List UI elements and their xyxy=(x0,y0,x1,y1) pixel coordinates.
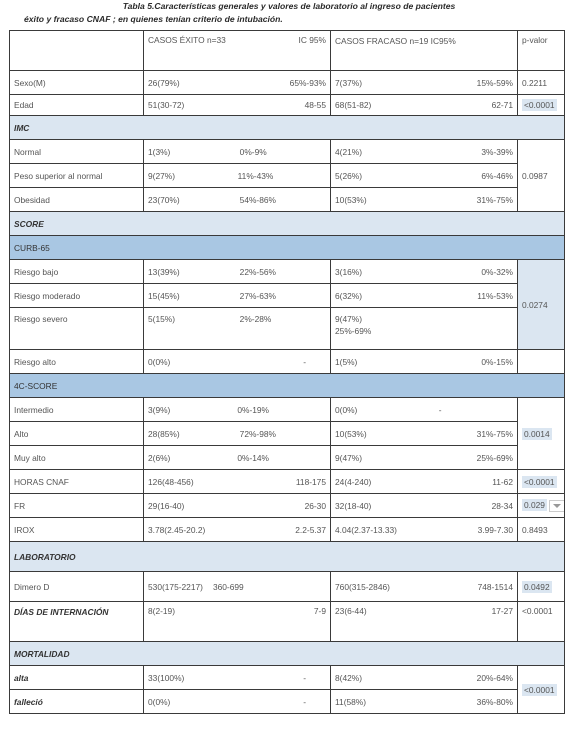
exito-ic: 118-175 xyxy=(295,476,326,487)
fracaso-value: 4(21%) xyxy=(335,146,362,157)
p-value: 0.8493 xyxy=(518,518,565,542)
table-row xyxy=(10,398,565,422)
table-row xyxy=(10,690,565,714)
section-title: IMC xyxy=(10,116,565,140)
table-row xyxy=(10,602,565,642)
row-label: FR xyxy=(10,494,144,518)
fracaso-value: 11(58%) xyxy=(335,696,367,707)
exito-value: 3.78(2.45-20.2) xyxy=(148,524,206,535)
fracaso-ic: 15%-59% xyxy=(476,77,513,88)
exito-value: 8(2-19) xyxy=(148,606,175,616)
row-label: falleció xyxy=(10,690,144,714)
subsection-title: CURB-65 xyxy=(10,236,565,260)
exito-ic: - xyxy=(303,672,306,683)
exito-ic: - xyxy=(303,696,306,707)
fracaso-ic: 36%-80% xyxy=(476,696,513,707)
exito-ic: 11%-43% xyxy=(237,170,274,181)
p-value: <0.0001 xyxy=(524,476,555,487)
results-table xyxy=(9,30,565,714)
exito-value: 15(45%) xyxy=(148,290,180,301)
header-fracaso: CASOS FRACASO n=19 IC95% xyxy=(331,31,518,71)
fracaso-value: 32(18-40) xyxy=(335,500,372,511)
dropdown-arrow-icon[interactable] xyxy=(549,500,565,512)
exito-ic: 65%-93% xyxy=(289,77,326,88)
exito-ic: 26-30 xyxy=(304,500,326,511)
row-label: Alto xyxy=(10,422,144,446)
section-row-score xyxy=(10,212,565,236)
section-title: SCORE xyxy=(10,212,565,236)
exito-ic: 2%-28% xyxy=(239,314,272,324)
row-label: Sexo(M) xyxy=(10,71,144,95)
row-label: Riesgo moderado xyxy=(10,284,144,308)
row-label: Riesgo bajo xyxy=(10,260,144,284)
exito-ic: 48-55 xyxy=(304,100,326,110)
exito-ic: 360-699 xyxy=(212,581,244,592)
exito-value: 13(39%) xyxy=(148,266,180,277)
header-exito xyxy=(144,31,331,71)
fracaso-ic: - xyxy=(438,404,442,415)
fracaso-value: 9(47%) xyxy=(335,452,362,463)
fracaso-ic: 11-62 xyxy=(492,476,513,487)
section-row-laboratorio xyxy=(10,542,565,572)
fracaso-ic: 0%-15% xyxy=(481,356,513,367)
row-label: Obesidad xyxy=(10,188,144,212)
row-label: alta xyxy=(10,666,144,690)
exito-ic: 54%-86% xyxy=(239,194,276,205)
row-label: Muy alto xyxy=(10,446,144,470)
fracaso-ic: 25%-69% xyxy=(476,452,513,463)
exito-value: 33(100%) xyxy=(148,672,185,683)
table-row xyxy=(10,350,565,374)
fracaso-value: 5(26%) xyxy=(335,170,362,181)
exito-ic: 0%-14% xyxy=(237,452,269,463)
fracaso-ic: 6%-46% xyxy=(481,170,513,181)
p-value: 0.029 xyxy=(524,500,545,511)
exito-value: 530(175-2217) xyxy=(148,581,203,592)
fracaso-value: 23(6-44) xyxy=(335,606,367,616)
exito-ic: 27%-63% xyxy=(239,290,276,301)
row-label: DÍAS DE INTERNACIÓN xyxy=(10,602,144,642)
fracaso-ic: 62-71 xyxy=(491,100,513,110)
fracaso-value: 7(37%) xyxy=(335,77,362,88)
table-row xyxy=(10,284,565,308)
fracaso-ic: 20%-64% xyxy=(476,672,513,683)
fracaso-value: 4.04(2.37-13.33) xyxy=(335,524,397,535)
table-row xyxy=(10,422,565,446)
p-value-empty xyxy=(518,350,565,374)
caption-line-2: éxito y fracaso CNAF ; en quienes tenían criterio de intubación. xyxy=(24,14,283,24)
fracaso-value: 10(53%) xyxy=(335,194,367,205)
fracaso-value: 24(4-240) xyxy=(335,476,372,487)
p-value: 0.0492 xyxy=(524,581,550,592)
table-row xyxy=(10,470,565,494)
exito-value: 51(30-72) xyxy=(148,100,185,110)
fracaso-value: 10(53%) xyxy=(335,428,367,439)
exito-ic: - xyxy=(303,356,306,367)
exito-ic: 2.2-5.37 xyxy=(295,524,326,535)
p-value: 0.0987 xyxy=(518,140,565,212)
fracaso-ic: 17-27 xyxy=(491,606,513,616)
exito-value: 126(48-456) xyxy=(148,476,194,487)
exito-value: 3(9%) xyxy=(148,404,171,415)
exito-ic: 72%-98% xyxy=(239,428,276,439)
row-label: HORAS CNAF xyxy=(10,470,144,494)
table-row xyxy=(10,188,565,212)
exito-value: 5(15%) xyxy=(148,314,175,324)
fracaso-ic: 31%-75% xyxy=(476,194,513,205)
section-row-imc xyxy=(10,116,565,140)
exito-value: 0(0%) xyxy=(148,696,171,707)
exito-value: 28(85%) xyxy=(148,428,180,439)
table-row xyxy=(10,164,565,188)
exito-value: 23(70%) xyxy=(148,194,180,205)
exito-ic: 0%-9% xyxy=(239,146,267,157)
header-exito-label: CASOS ÉXITO n=33 xyxy=(148,35,226,45)
subsection-title: 4C-SCORE xyxy=(10,374,565,398)
fracaso-value: 9(47%) xyxy=(335,314,362,324)
caption-line-1: Tabla 5.Características generales y valores de laboratorio al ingreso de pacientes xyxy=(122,1,456,11)
table-row xyxy=(10,95,565,116)
row-label: Riesgo alto xyxy=(10,350,144,374)
section-title: MORTALIDAD xyxy=(10,642,565,666)
table-row xyxy=(10,71,565,95)
fracaso-ic: 3%-39% xyxy=(481,146,513,157)
table-caption xyxy=(0,0,572,26)
table-row xyxy=(10,446,565,470)
table-row xyxy=(10,494,565,518)
fracaso-ic: 748-1514 xyxy=(477,581,513,592)
row-label: IROX xyxy=(10,518,144,542)
fracaso-ic: 25%-69% xyxy=(335,326,372,336)
row-label: Normal xyxy=(10,140,144,164)
section-row-mortalidad xyxy=(10,642,565,666)
fracaso-value: 1(5%) xyxy=(335,356,358,367)
exito-value: 2(6%) xyxy=(148,452,171,463)
p-value: 0.2211 xyxy=(518,71,565,95)
table-row xyxy=(10,518,565,542)
p-value: 0.0274 xyxy=(518,260,565,350)
table-row xyxy=(10,666,565,690)
fracaso-ic: 11%-53% xyxy=(477,290,513,301)
row-label: Edad xyxy=(10,95,144,116)
fracaso-ic: 0%-32% xyxy=(481,266,513,277)
p-value: <0.0001 xyxy=(518,602,565,642)
fracaso-value: 8(42%) xyxy=(335,672,362,683)
fracaso-value: 6(32%) xyxy=(335,290,362,301)
exito-ic: 7-9 xyxy=(313,606,326,616)
p-value: <0.0001 xyxy=(524,100,555,110)
fracaso-ic: 31%-75% xyxy=(476,428,513,439)
row-label: Intermedio xyxy=(10,398,144,422)
header-exito-ic: IC 95% xyxy=(298,35,326,45)
exito-value: 26(79%) xyxy=(148,77,180,88)
fracaso-value: 760(315-2846) xyxy=(335,581,390,592)
fracaso-ic: 3.99-7.30 xyxy=(477,524,513,535)
fracaso-ic: 28-34 xyxy=(491,500,513,511)
row-label: Dimero D xyxy=(10,572,144,602)
table-row xyxy=(10,308,565,350)
p-value: 0.0014 xyxy=(524,428,550,439)
exito-value: 0(0%) xyxy=(148,356,171,367)
header-row xyxy=(10,31,565,71)
table-row xyxy=(10,260,565,284)
p-value: <0.0001 xyxy=(524,684,555,695)
fracaso-value: 68(51-82) xyxy=(335,100,372,110)
row-label: Riesgo severo xyxy=(10,308,144,350)
header-empty xyxy=(10,31,144,71)
fracaso-value: 3(16%) xyxy=(335,266,362,277)
fracaso-value: 0(0%) xyxy=(335,404,358,415)
section-title: LABORATORIO xyxy=(10,542,565,572)
row-label: Peso superior al normal xyxy=(10,164,144,188)
subsection-row-curb xyxy=(10,236,565,260)
exito-ic: 0%-19% xyxy=(237,404,269,415)
subsection-row-4c xyxy=(10,374,565,398)
table-row xyxy=(10,572,565,602)
exito-value: 9(27%) xyxy=(148,170,175,181)
exito-value: 29(16-40) xyxy=(148,500,185,511)
table-row xyxy=(10,140,565,164)
exito-ic: 22%-56% xyxy=(239,266,276,277)
exito-value: 1(3%) xyxy=(148,146,171,157)
header-pvalor: p-valor xyxy=(518,31,565,71)
